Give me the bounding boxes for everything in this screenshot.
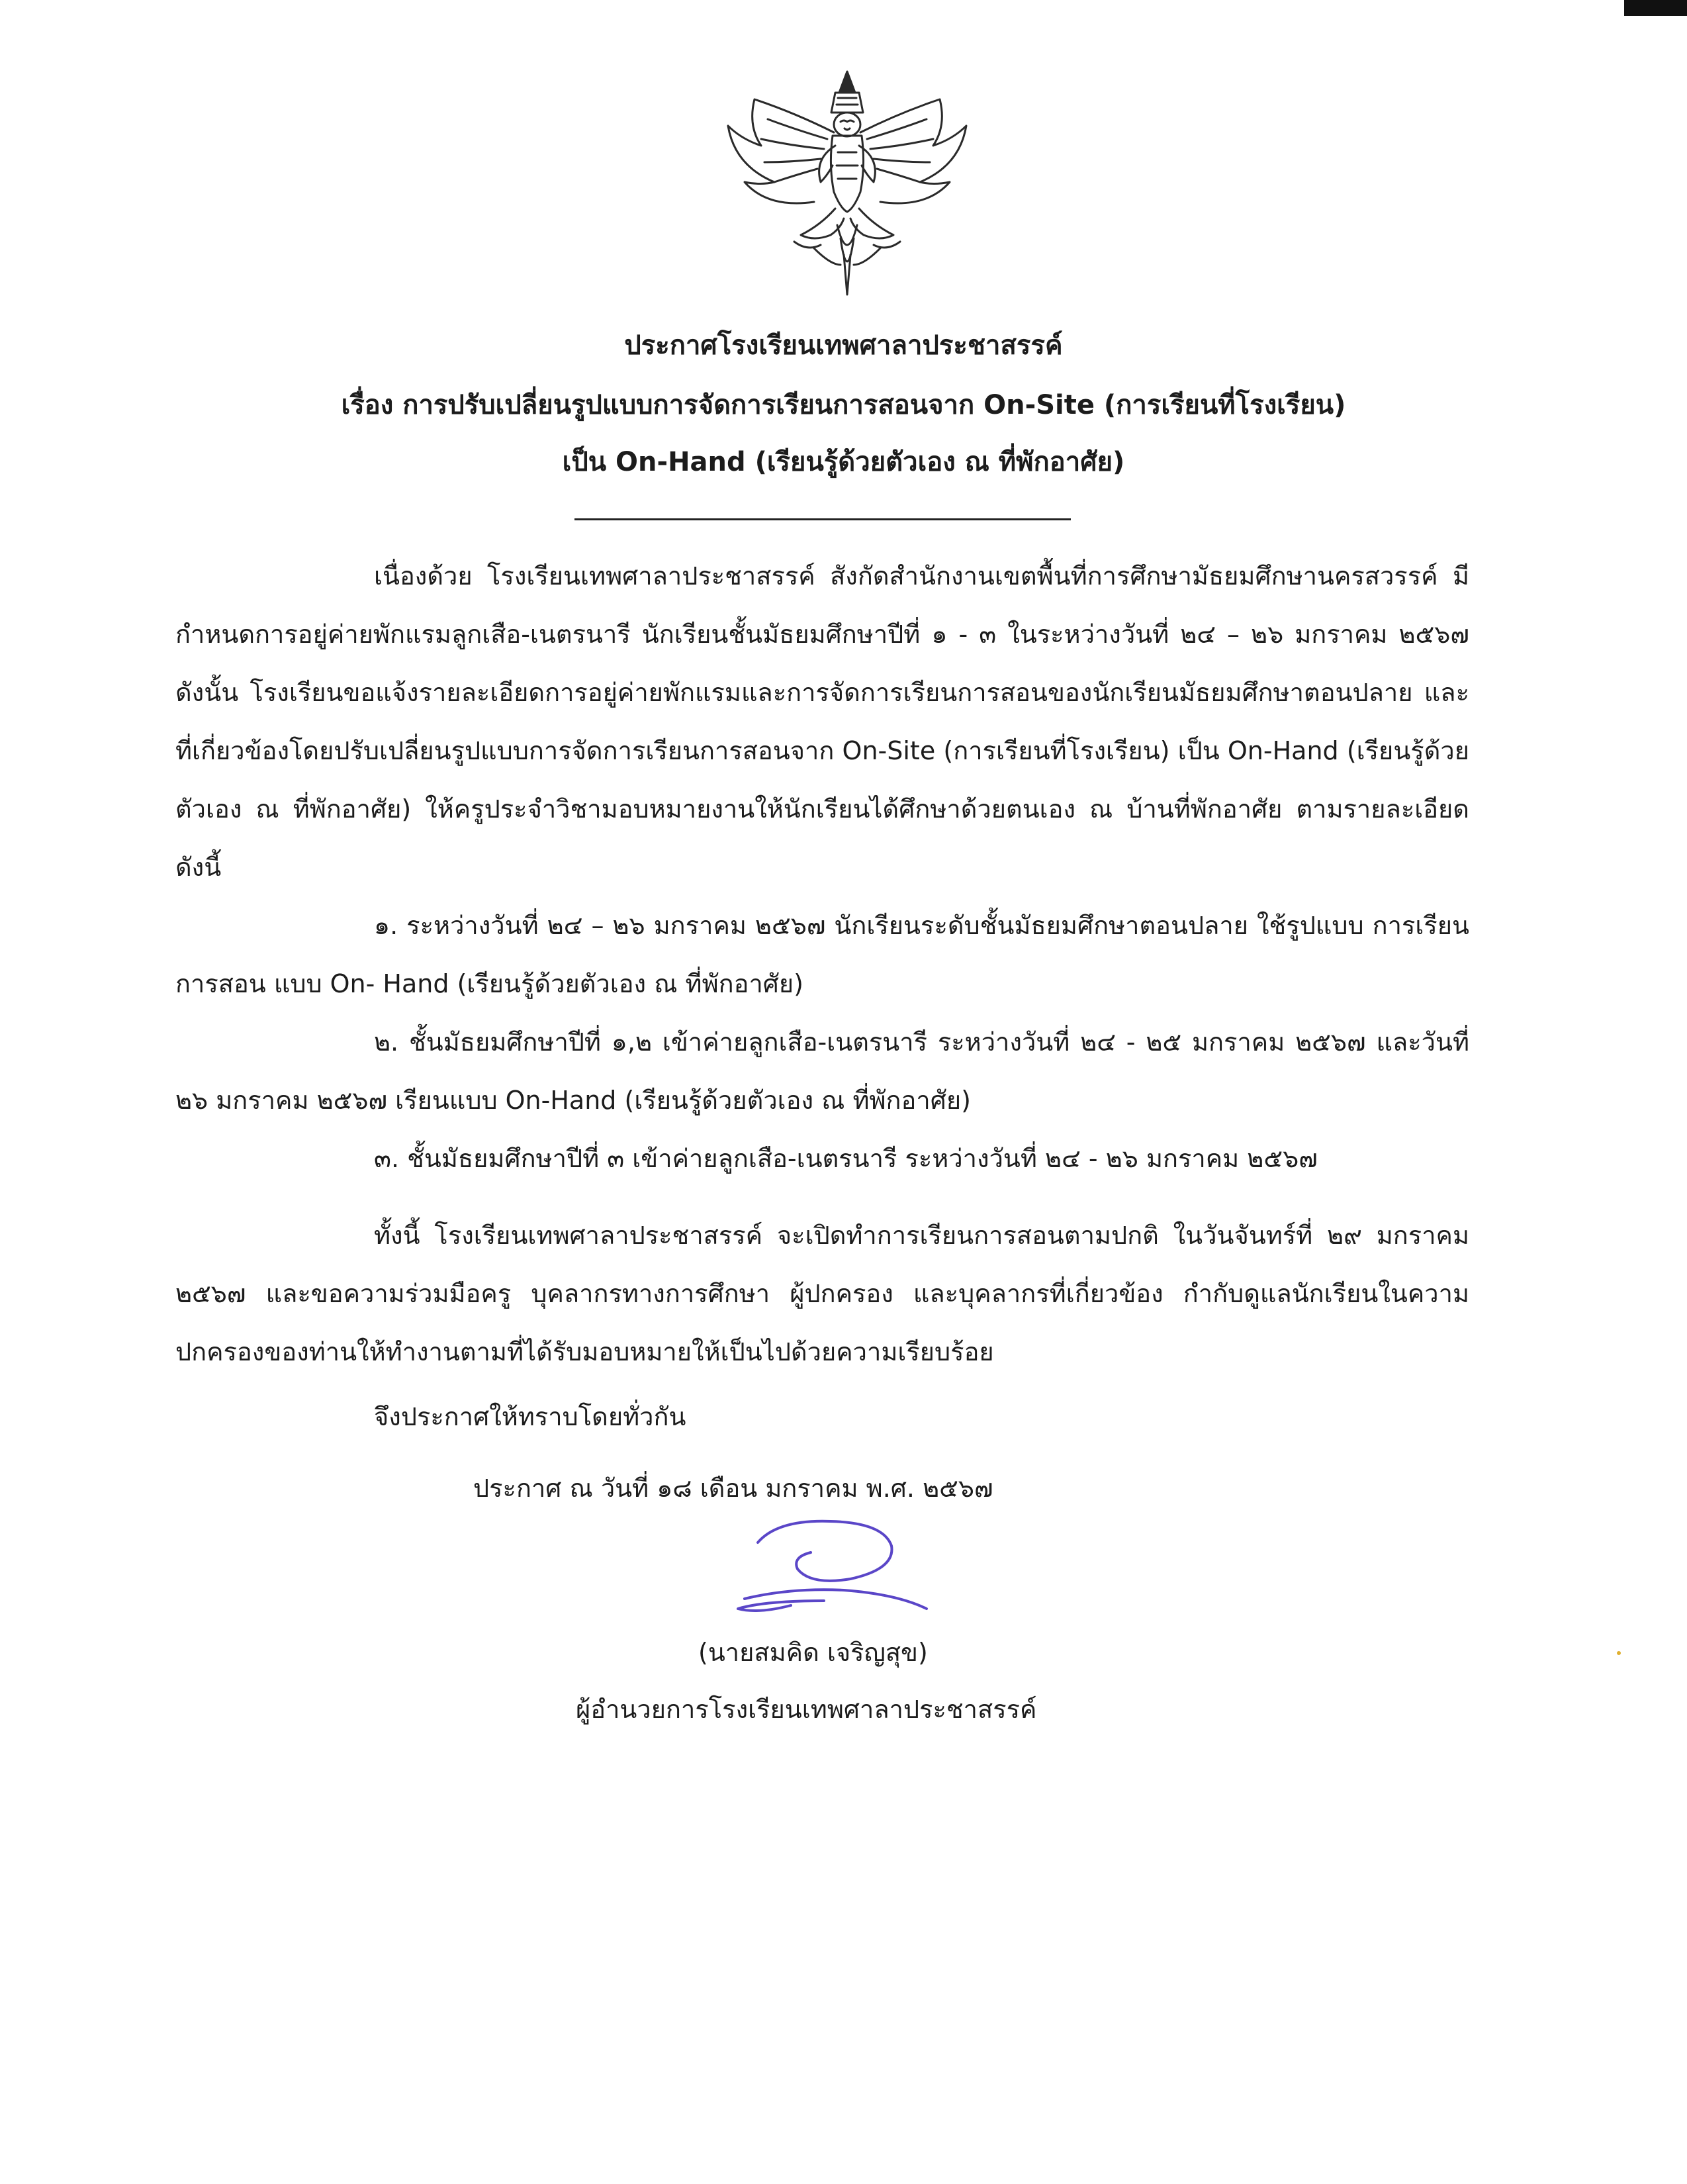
announcement-date: ประกาศ ณ วันที่ ๑๘ เดือน มกราคม พ.ศ. ๒๕๖๗ bbox=[473, 1474, 993, 1503]
closing-statement: จึงประกาศให้ทราบโดยทั่วกัน bbox=[374, 1402, 686, 1431]
garuda-emblem-icon bbox=[715, 66, 980, 298]
title-divider bbox=[574, 518, 1071, 520]
signer-title: ผู้อำนวยการโรงเรียนเทพศาลาประชาสรรค์ bbox=[576, 1695, 1037, 1724]
signature-icon bbox=[718, 1516, 956, 1629]
subject-line: เรื่อง การปรับเปลี่ยนรูปแบบการจัดการเรียนการสอนจาก On-Site (การเรียนที่โรงเรียน) bbox=[341, 390, 1346, 420]
list-item: ๑. ระหว่างวันที่ ๒๔ – ๒๖ มกราคม ๒๕๖๗ นักเรียนระดับชั้นมัธยมศึกษาตอนปลาย ใช้รูปแบบ การเรียนการสอน แบบ On- Hand (เรียนรู้ด้วยตัวเอง ณ ที่พักอาศัย) bbox=[175, 911, 1469, 998]
subject-line-continued: เป็น On-Hand (เรียนรู้ด้วยตัวเอง ณ ที่พักอาศัย) bbox=[562, 447, 1125, 477]
list-item: ๓. ชั้นมัธยมศึกษาปีที่ ๓ เข้าค่ายลูกเสือ-เนตรนารี ระหว่างวันที่ ๒๔ - ๒๖ มกราคม ๒๕๖๗ bbox=[374, 1144, 1318, 1173]
intro-paragraph: เนื่องด้วย โรงเรียนเทพศาลาประชาสรรค์ สังกัดสำนักงานเขตพื้นที่การศึกษามัธยมศึกษานครสวรรค์ มีกำหนดการอยู่ค่ายพักแรมลูกเสือ-เนตรนารี นักเรียนชั้นมัธยมศึกษาปีที่ ๑ - ๓ ในระหว่างวันที่ ๒๔ – ๒๖ มกราคม ๒๕๖๗ ดังนั้น โรงเรียนขอแจ้งรายละเอียดการอยู่ค่ายพักแรมและการจัดการเรียนการสอนของนักเรียนมัธยมศึกษาตอนปลาย และที่เกี่ยวข้องโดยปรับเปลี่ยนรูปแบบการจัดการเรียนการสอนจาก On-Site (การเรียนที่โรงเรียน) เป็น On-Hand (เรียนรู้ด้วยตัวเอง ณ ที่พักอาศัย) ให้ครูประจำวิชามอบหมายงานให้นักเรียนได้ศึกษาด้วยตนเอง ณ บ้านที่พักอาศัย ตามรายละเอียดดังนี้ bbox=[175, 561, 1469, 882]
scan-corner-mark bbox=[1624, 0, 1687, 16]
signer-name: (นายสมคิด เจริญสุข) bbox=[698, 1638, 928, 1667]
resume-paragraph: ทั้งนี้ โรงเรียนเทพศาลาประชาสรรค์ จะเปิดทำการเรียนการสอนตามปกติ ในวันจันทร์ที่ ๒๙ มกราคม ๒๕๖๗ และขอความร่วมมือครู บุคลากรทางการศึกษา ผู้ปกครอง และบุคลากรที่เกี่ยวข้อง กำกับดูแลนักเรียนในความปกครองของท่านให้ทำงานตามที่ได้รับมอบหมายให้เป็นไปด้วยความเรียบร้อย bbox=[175, 1221, 1469, 1366]
list-item: ๒. ชั้นมัธยมศึกษาปีที่ ๑,๒ เข้าค่ายลูกเสือ-เนตรนารี ระหว่างวันที่ ๒๔ - ๒๕ มกราคม ๒๕๖๗ และวันที่ ๒๖ มกราคม ๒๕๖๗ เรียนแบบ On-Hand (เรียนรู้ด้วยตัวเอง ณ ที่พักอาศัย) bbox=[175, 1027, 1469, 1115]
announcement-heading: ประกาศโรงเรียนเทพศาลาประชาสรรค์ bbox=[624, 330, 1063, 361]
scan-speck bbox=[1617, 1651, 1621, 1655]
